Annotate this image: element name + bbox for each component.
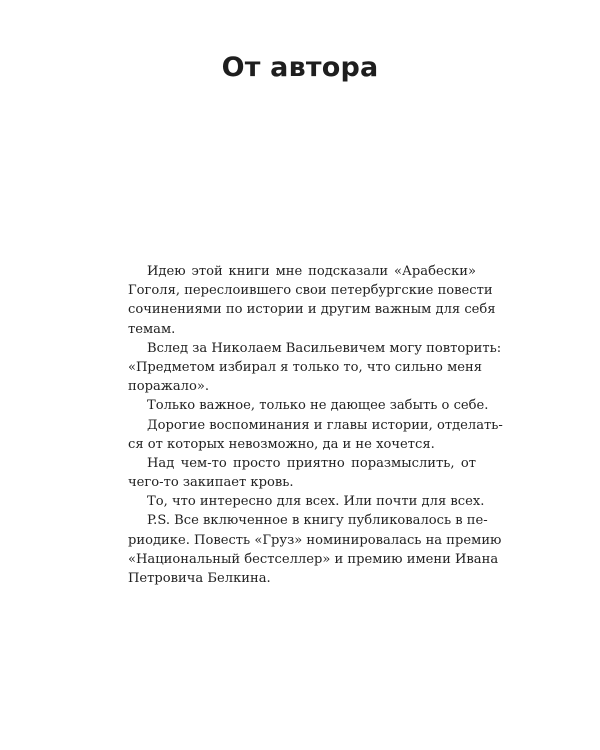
text-line: Дорогие воспоминания и главы истории, отделать- bbox=[147, 417, 503, 433]
text-line: Петровича Белкина. bbox=[128, 571, 271, 586]
text-line: Вслед за Николаем Васильевичем могу повторить: bbox=[147, 340, 502, 356]
paragraph bbox=[128, 416, 503, 454]
text-line: То, что интересно для всех. Или почти для всех. bbox=[147, 494, 485, 510]
paragraph bbox=[128, 511, 502, 588]
text-line: риодике. Повесть «Груз» номинировалась на премию bbox=[128, 532, 502, 548]
chapter-title: От автора bbox=[221, 52, 379, 83]
body-text bbox=[128, 262, 503, 588]
text-line: чего-то закипает кровь. bbox=[128, 475, 294, 491]
paragraph bbox=[128, 492, 485, 511]
paragraph bbox=[128, 262, 496, 339]
paragraph bbox=[128, 339, 502, 397]
paragraph bbox=[128, 454, 476, 492]
text-line: «Предметом избирал я только то, что сильно меня bbox=[128, 359, 482, 375]
text-line: Над чем-то просто приятно поразмыслить, от bbox=[147, 455, 476, 471]
text-line: P.S. Все включенное в книгу публиковалось в пе- bbox=[147, 513, 488, 529]
text-line: темам. bbox=[128, 321, 176, 337]
text-line: «Национальный бестселлер» и премию имени Ивана bbox=[128, 551, 499, 567]
text-line: Идею этой книги мне подсказали «Арабески» bbox=[147, 264, 476, 279]
paragraph bbox=[128, 396, 489, 415]
text-line: Гоголя, переслоившего свои петербургские повести bbox=[128, 283, 493, 299]
text-line: ся от которых невозможно, да и не хочется. bbox=[128, 436, 435, 452]
text-line: Только важное, только не дающее забыть о себе. bbox=[147, 398, 489, 414]
text-line: поражало». bbox=[128, 379, 210, 395]
text-line: сочинениями по истории и другим важным для себя bbox=[128, 302, 496, 318]
